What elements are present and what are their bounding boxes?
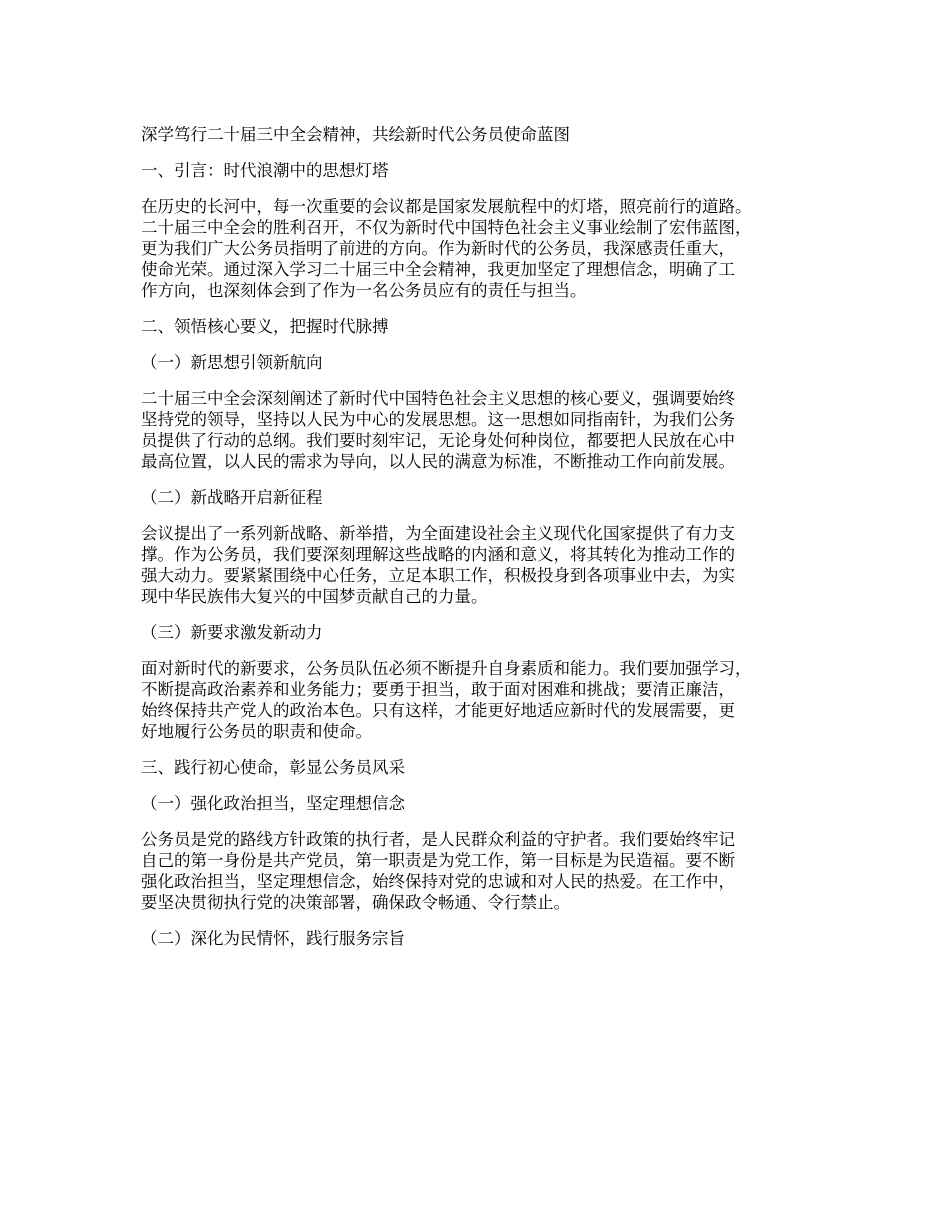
text-line: 强化政治担当，坚定理想信念，始终保持对党的忠诚和对人民的热爱。在工作中， <box>141 872 735 891</box>
section-1-paragraph <box>141 196 831 301</box>
text-line: 更为我们广大公务员指明了前进的方向。作为新时代的公务员，我深感责任重大， <box>141 239 735 258</box>
document-page <box>141 124 831 964</box>
text-line: 会议提出了一系列新战略、新举措，为全面建设社会主义现代化国家提供了有力支 <box>141 524 735 543</box>
text-line: 公务员是党的路线方针政策的执行者，是人民群众利益的守护者。我们要始终牢记 <box>141 830 735 849</box>
text-line: 员提供了行动的总纲。我们要时刻牢记，无论身处何种岗位，都要把人民放在心中 <box>141 431 735 450</box>
text-line: 始终保持共产党人的政治本色。只有这样，才能更好地适应新时代的发展需要，更 <box>141 701 735 720</box>
subsection-2-3-paragraph <box>141 658 831 742</box>
text-line: 自己的第一身份是共产党员，第一职责是为党工作，第一目标是为民造福。要不断 <box>141 851 735 870</box>
text-line: 作方向，也深刻体会到了作为一名公务员应有的责任与担当。 <box>141 281 587 300</box>
subsection-2-1-paragraph <box>141 388 831 472</box>
subsection-2-3-heading: （三）新要求激发新动力 <box>141 623 323 642</box>
subsection-3-2-heading: （二）深化为民情怀，践行服务宗旨 <box>141 929 405 948</box>
text-line: 面对新时代的新要求，公务员队伍必须不断提升自身素质和能力。我们要加强学习， <box>141 659 752 678</box>
text-line: 在历史的长河中，每一次重要的会议都是国家发展航程中的灯塔，照亮前行的道路。 <box>141 197 752 216</box>
section-1-heading: 一、引言：时代浪潮中的思想灯塔 <box>141 161 389 180</box>
subsection-2-1-heading: （一）新思想引领新航向 <box>141 353 323 372</box>
text-line: 最高位置，以人民的需求为导向，以人民的满意为标准，不断推动工作向前发展。 <box>141 452 735 471</box>
text-line: 强大动力。要紧紧围绕中心任务，立足本职工作，积极投身到各项事业中去，为实 <box>141 566 735 585</box>
text-line: 现中华民族伟大复兴的中国梦贡献自己的力量。 <box>141 587 488 606</box>
text-line: 不断提高政治素养和业务能力；要勇于担当，敢于面对困难和挑战；要清正廉洁， <box>141 680 735 699</box>
subsection-3-1-heading: （一）强化政治担当，坚定理想信念 <box>141 794 405 813</box>
subsection-2-2-heading: （二）新战略开启新征程 <box>141 488 323 507</box>
section-3-heading: 三、践行初心使命，彰显公务员风采 <box>141 758 405 777</box>
text-line: 好地履行公务员的职责和使命。 <box>141 722 372 741</box>
text-line: 撑。作为公务员，我们要深刻理解这些战略的内涵和意义，将其转化为推动工作的 <box>141 545 735 564</box>
subsection-3-1-paragraph <box>141 829 831 913</box>
section-2-heading: 二、领悟核心要义，把握时代脉搏 <box>141 317 389 336</box>
text-line: 使命光荣。通过深入学习二十届三中全会精神，我更加坚定了理想信念，明确了工 <box>141 260 735 279</box>
text-line: 二十届三中全会深刻阐述了新时代中国特色社会主义思想的核心要义，强调要始终 <box>141 389 735 408</box>
text-line: 二十届三中全会的胜利召开，不仅为新时代中国特色社会主义事业绘制了宏伟蓝图， <box>141 218 752 237</box>
document-title: 深学笃行二十届三中全会精神，共绘新时代公务员使命蓝图 <box>141 125 570 144</box>
subsection-2-2-paragraph <box>141 523 831 607</box>
text-line: 要坚决贯彻执行党的决策部署，确保政令畅通、令行禁止。 <box>141 893 570 912</box>
text-line: 坚持党的领导，坚持以人民为中心的发展思想。这一思想如同指南针，为我们公务 <box>141 410 735 429</box>
